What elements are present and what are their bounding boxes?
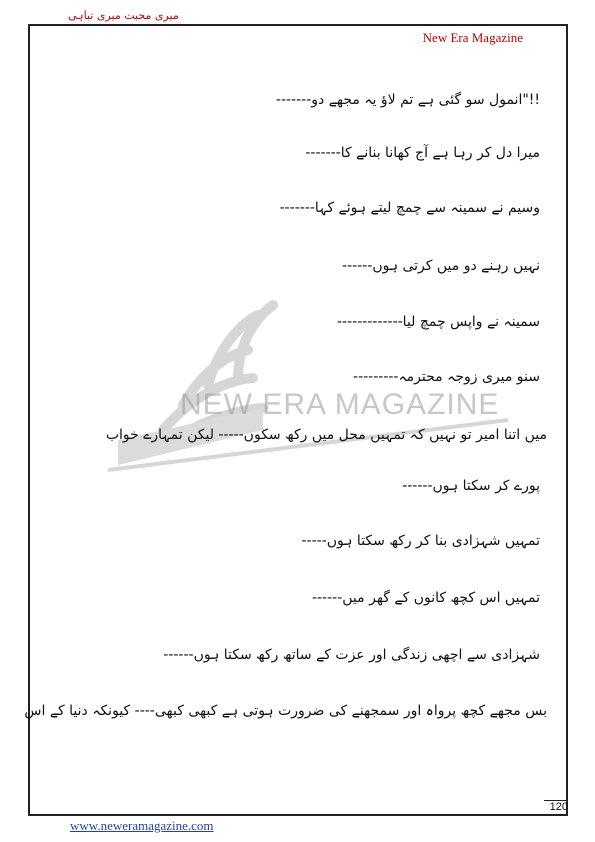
body-line: شہزادی سے اچھی زندگی اور عزت کے ساتھ رکھ سکتا ہوں------ — [163, 647, 540, 663]
body-line: سمینہ نے واپس چمچ لیا------------- — [337, 314, 540, 330]
body-line: تمہیں شہزادی بنا کر رکھ سکتا ہوں----- — [301, 533, 540, 549]
book-title: میری محبت میری تباہی — [68, 9, 179, 22]
page-number: 120 — [544, 800, 568, 815]
body-line: !!"انمول سو گئی ہے تم لاؤ یہ مجھے دو------- — [275, 92, 540, 108]
watermark-text: NEW ERA MAGAZINE — [180, 388, 500, 421]
body-line: میرا دل کر رہا ہے آج کھانا بنانے کا------- — [305, 145, 540, 161]
body-line: میں اتنا امیر تو نہیں کہ تمہیں محل میں رکھ سکوں----- لیکن تمہارے خواب — [105, 427, 547, 443]
magazine-name: New Era Magazine — [422, 30, 523, 45]
body-line: وسیم نے سمینہ سے چمچ لیتے ہوئے کہا------- — [279, 200, 540, 216]
body-line: پورے کر سکتا ہوں------ — [402, 478, 540, 494]
body-line: سنو میری زوجہ محترمہ--------- — [353, 369, 540, 385]
body-line: تمہیں اس کچھ کانوں کے گھر میں------ — [311, 590, 540, 606]
website-link[interactable]: www.neweramagazine.com — [70, 818, 214, 833]
body-line: نہیں رہنے دو میں کرتی ہوں------ — [342, 258, 540, 274]
body-line: بس مجھے کچھ پرواہ اور سمجھنے کی ضرورت ہوتی ہے کبھی کبھی---- کیونکہ دنیا کے اس — [24, 703, 547, 719]
footer-rule — [28, 814, 568, 816]
